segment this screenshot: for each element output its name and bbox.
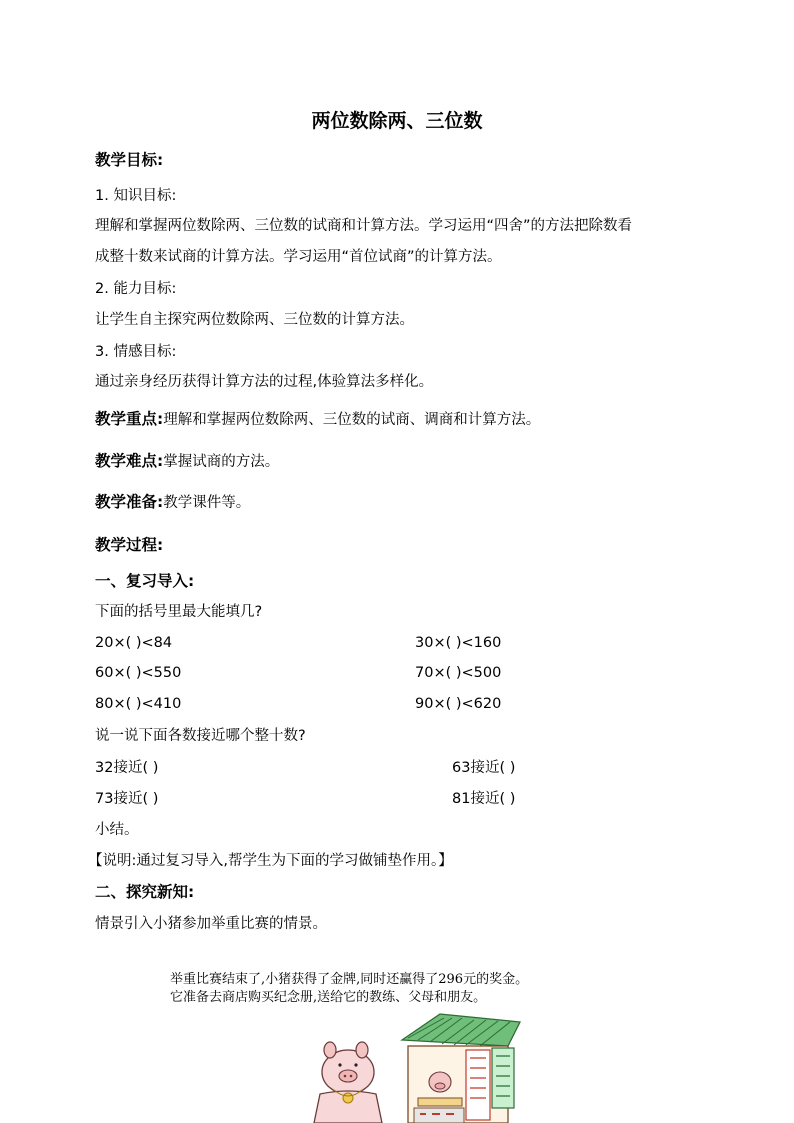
difficulty-text: 掌握试商的方法。 <box>163 454 280 470</box>
explore-intro: 情景引入小猪参加举重比赛的情景。 <box>95 916 327 932</box>
review-item-right: 90×( )<620 <box>415 696 502 712</box>
knowledge-text-2: 成整十数来试商的计算方法。学习运用“首位试商”的计算方法。 <box>95 249 502 265</box>
key-point <box>95 409 540 430</box>
objectives-heading: 教学目标: <box>95 151 164 169</box>
difficulty-label: 教学难点: <box>95 452 164 470</box>
review-summary: 小结。 <box>95 822 139 838</box>
review-item-left: 80×( )<410 <box>95 696 182 712</box>
review-item-right: 30×( )<160 <box>415 635 502 651</box>
difficulty <box>95 451 279 472</box>
ability-label: 2. 能力目标: <box>95 281 177 297</box>
illustration-drawing <box>290 1010 530 1123</box>
illustration-caption-2: 它准备去商店购买纪念册,送给它的教练、父母和朋友。 <box>170 990 487 1005</box>
review-heading: 一、复习导入: <box>95 572 195 590</box>
shop-figure <box>402 1014 520 1123</box>
emotion-label: 3. 情感目标: <box>95 344 177 360</box>
knowledge-text-1: 理解和掌握两位数除两、三位数的试商和计算方法。学习运用“四舍”的方法把除数看 <box>95 218 633 234</box>
preparation-label: 教学准备: <box>95 493 164 511</box>
illustration-caption-1: 举重比赛结束了,小猪获得了金牌,同时还赢得了296元的奖金。 <box>170 972 529 987</box>
near-item-left: 32接近( ) <box>95 760 159 776</box>
review-question-1: 下面的括号里最大能填几? <box>95 604 263 620</box>
near-item-right: 81接近( ) <box>452 791 516 807</box>
preparation <box>95 492 250 513</box>
review-note: 【说明:通过复习导入,帮学生为下面的学习做铺垫作用。】 <box>88 853 453 869</box>
near-item-right: 63接近( ) <box>452 760 516 776</box>
review-question-2: 说一说下面各数接近哪个整十数? <box>95 728 306 744</box>
explore-heading: 二、探究新知: <box>95 883 195 901</box>
page-title: 两位数除两、三位数 <box>311 110 483 132</box>
pig-figure <box>314 1042 382 1123</box>
preparation-text: 教学课件等。 <box>163 495 251 511</box>
key-point-label: 教学重点: <box>95 410 164 428</box>
near-item-left: 73接近( ) <box>95 791 159 807</box>
review-item-left: 20×( )<84 <box>95 635 173 651</box>
process-heading: 教学过程: <box>95 536 164 554</box>
ability-text: 让学生自主探究两位数除两、三位数的计算方法。 <box>95 312 414 328</box>
review-item-left: 60×( )<550 <box>95 665 182 681</box>
knowledge-label: 1. 知识目标: <box>95 188 177 204</box>
key-point-text: 理解和掌握两位数除两、三位数的试商、调商和计算方法。 <box>163 412 541 428</box>
review-item-right: 70×( )<500 <box>415 665 502 681</box>
pig-shop-illustration <box>290 1010 530 1123</box>
emotion-text: 通过亲身经历获得计算方法的过程,体验算法多样化。 <box>95 374 434 390</box>
